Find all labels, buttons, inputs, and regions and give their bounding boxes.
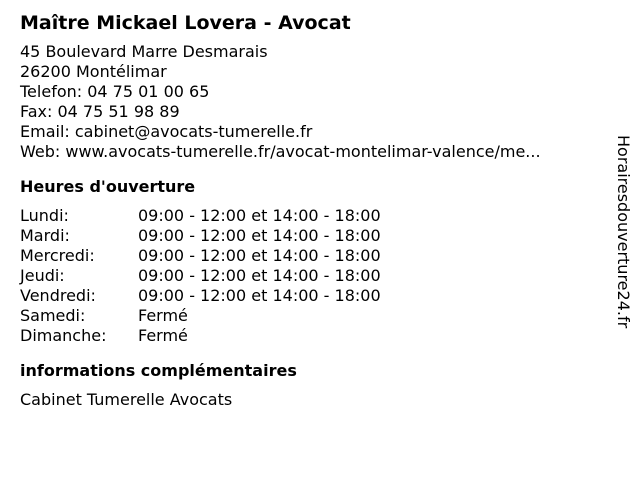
hours-row-friday (20, 286, 610, 306)
hours-time: 09:00 - 12:00 et 14:00 - 18:00 (138, 246, 381, 265)
hours-row-monday (20, 206, 610, 226)
hours-row-sunday (20, 326, 610, 346)
additional-info-heading: informations complémentaires (20, 361, 297, 380)
phone-line: Telefon: 04 75 01 00 65 (20, 82, 210, 101)
hours-row-wednesday (20, 246, 610, 266)
hours-row-saturday (20, 306, 610, 326)
site-watermark: Horairesdouverture24.fr (614, 135, 633, 329)
hours-time: 09:00 - 12:00 et 14:00 - 18:00 (138, 226, 381, 245)
hours-day: Mercredi: (20, 246, 95, 265)
address-line-1: 45 Boulevard Marre Desmarais (20, 42, 268, 61)
address-line-2: 26200 Montélimar (20, 62, 167, 81)
hours-day: Dimanche: (20, 326, 107, 345)
opening-hours-heading: Heures d'ouverture (20, 177, 196, 196)
hours-time: 09:00 - 12:00 et 14:00 - 18:00 (138, 286, 381, 305)
hours-row-tuesday (20, 226, 610, 246)
hours-time: Fermé (138, 306, 188, 325)
hours-time: Fermé (138, 326, 188, 345)
hours-day: Lundi: (20, 206, 69, 225)
business-name: Maître Mickael Lovera - Avocat (20, 12, 351, 34)
fax-line: Fax: 04 75 51 98 89 (20, 102, 180, 121)
hours-day: Vendredi: (20, 286, 96, 305)
email-line: Email: cabinet@avocats-tumerelle.fr (20, 122, 313, 141)
additional-info-text: Cabinet Tumerelle Avocats (20, 390, 233, 409)
hours-day: Mardi: (20, 226, 70, 245)
hours-day: Jeudi: (20, 266, 65, 285)
hours-time: 09:00 - 12:00 et 14:00 - 18:00 (138, 206, 381, 225)
business-card (20, 10, 610, 410)
hours-row-thursday (20, 266, 610, 286)
hours-time: 09:00 - 12:00 et 14:00 - 18:00 (138, 266, 381, 285)
opening-hours-list (20, 206, 610, 346)
web-line: Web: www.avocats-tumerelle.fr/avocat-montelimar-valence/me... (20, 142, 541, 161)
hours-day: Samedi: (20, 306, 86, 325)
